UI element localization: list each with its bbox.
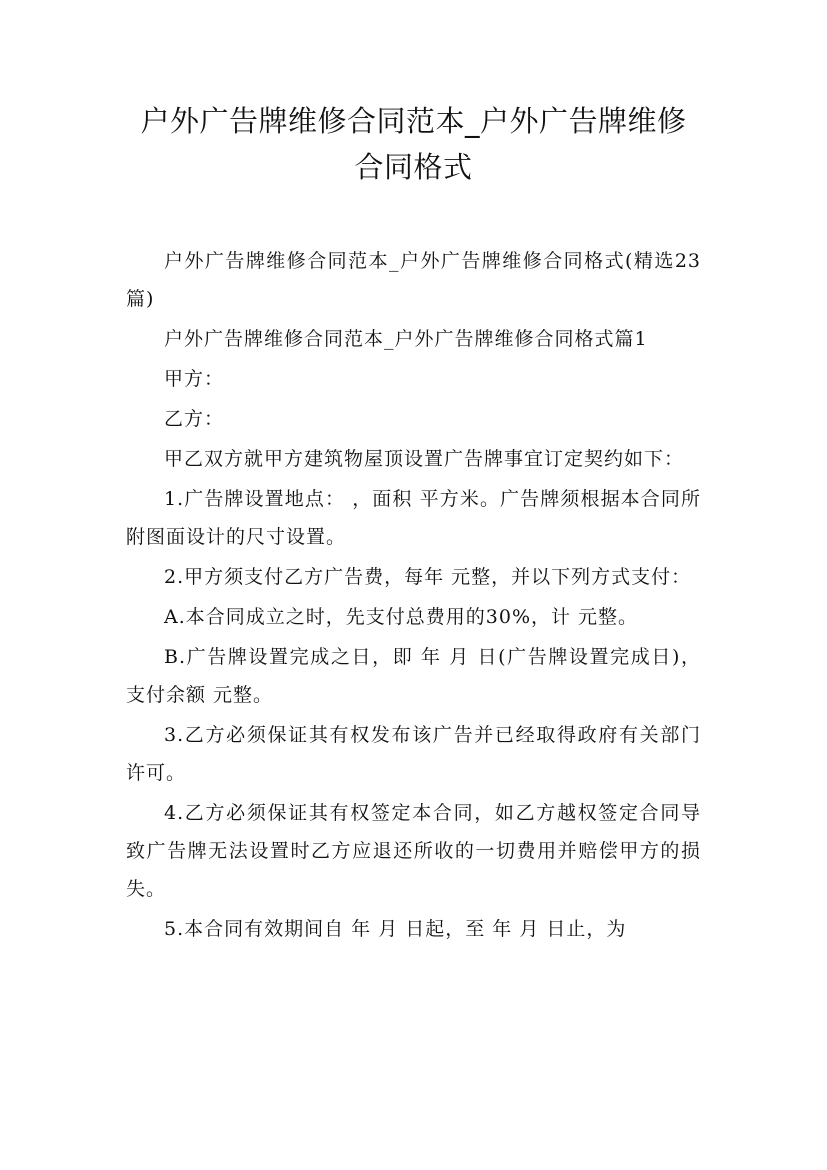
paragraph-clause-3: 3.乙方必须保证其有权发布该广告并已经取得政府有关部门许可。	[126, 724, 701, 784]
paragraph-clause-2b: B.广告牌设置完成之日，即 年 月 日(广告牌设置完成日)，支付余额 元整。	[126, 646, 701, 706]
document-title	[126, 98, 701, 190]
paragraph-intro: 甲乙双方就甲方建筑物屋顶设置广告牌事宜订定契约如下：	[164, 448, 685, 470]
paragraph-clause-5: 5.本合同有效期间自 年 月 日起，至 年 月 日止，为	[164, 918, 627, 940]
paragraph-party-b: 乙方：	[164, 408, 225, 430]
paragraph-clause-2a: A.本合同成立之时，先支付总费用的30%，计 元整。	[164, 606, 639, 628]
paragraph-clause-4: 4.乙方必须保证其有权签定本合同，如乙方越权签定合同导致广告牌无法设置时乙方应退还所收的一切费用并赔偿甲方的损失。	[126, 802, 701, 900]
paragraph-clause-1: 1.广告牌设置地点： ，面积 平方米。广告牌须根据本合同所附图面设计的尺寸设置。	[126, 488, 701, 548]
paragraph-party-a: 甲方：	[164, 368, 225, 390]
paragraph-subtitle: 户外广告牌维修合同范本_户外广告牌维修合同格式(精选23篇)	[126, 250, 701, 310]
document-body	[126, 242, 701, 948]
paragraph-section-heading: 户外广告牌维修合同范本_户外广告牌维修合同格式篇1	[164, 328, 648, 350]
paragraph-clause-2: 2.甲方须支付乙方广告费，每年 元整，并以下列方式支付：	[164, 566, 692, 588]
title-line-1: 户外广告牌维修合同范本_户外广告牌维修	[140, 104, 687, 138]
title-line-2: 合同格式	[354, 150, 473, 184]
